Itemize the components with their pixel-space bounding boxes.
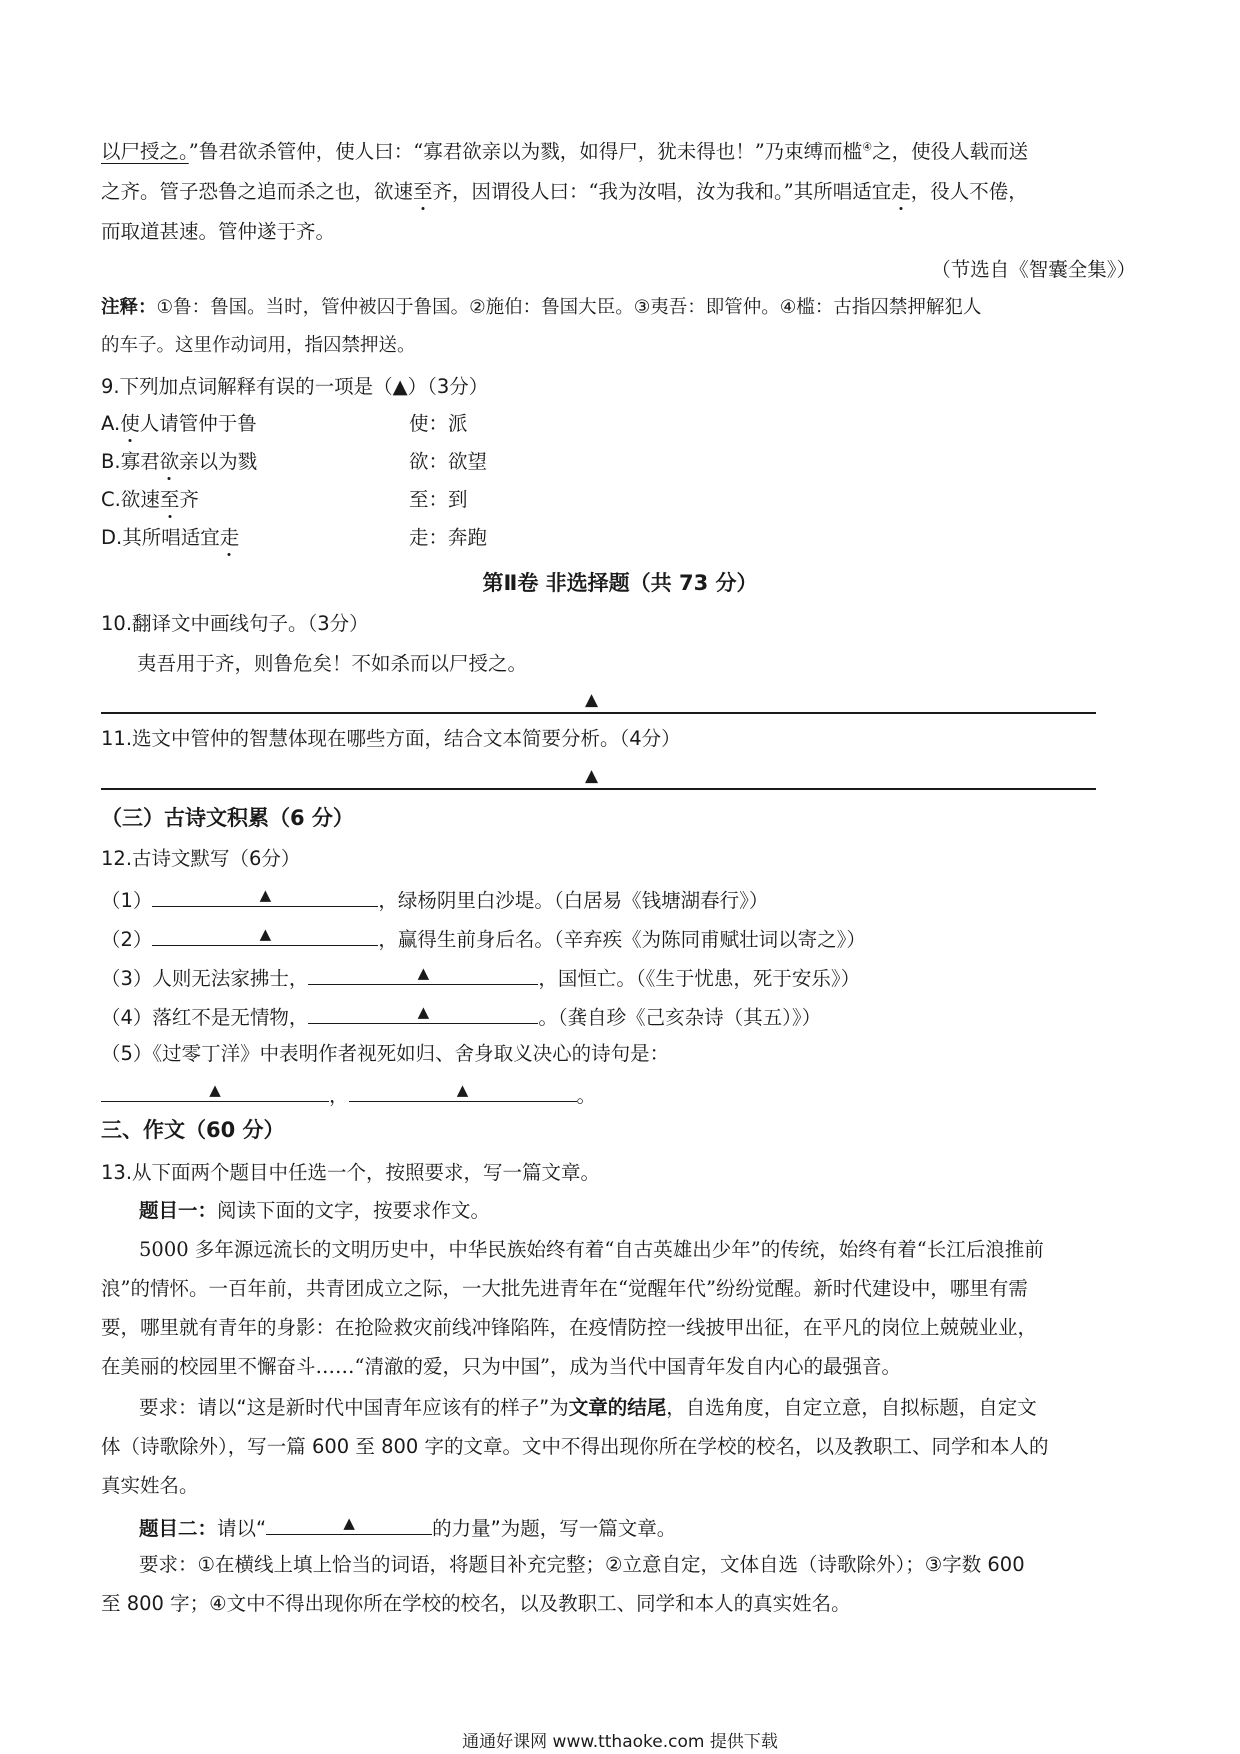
q13-stem: 13.从下面两个题目中任选一个，按照要求，写一篇文章。	[101, 1161, 601, 1184]
q9-option-b-answer: 欲：欲望	[409, 450, 488, 473]
topic1-intro: 题目一：阅读下面的文字，按要求作文。	[139, 1199, 491, 1222]
fill-blank[interactable]: ▲	[308, 1003, 538, 1024]
answer-mark-icon: ▲	[585, 690, 599, 710]
fill-blank[interactable]: ▲	[308, 964, 538, 985]
q12-item-2: （2） ▲ ，赢得生前身后名。（辛弃疾《为陈同甫赋壮词以寄之》）	[101, 925, 866, 951]
topic2-label: 题目二：	[139, 1517, 218, 1540]
q9-option-d: D.其所唱适宜走 走：奔跑	[101, 526, 488, 549]
dotted-char: 走	[891, 180, 911, 203]
q9-option-c: C.欲速至齐 至：到	[101, 488, 468, 511]
part2-title: 第Ⅱ卷 非选择题（共 73 分）	[482, 571, 758, 595]
passage-line-3: 而取道甚速。管仲遂于齐。	[101, 220, 336, 243]
notes-line-1: 注释：①鲁：鲁国。当时，管仲被囚于鲁国。②施伯：鲁国大臣。③夷吾：即管仲。④槛：古指囚禁押解犯人	[101, 297, 982, 318]
topic1-req-3: 真实姓名。	[101, 1474, 199, 1497]
q9-option-a: A.使人请管仲于鲁 使：派	[101, 412, 468, 435]
q12-stem: 12.古诗文默写（6分）	[101, 847, 301, 870]
q9-option-b: B.寡君欲亲以为戮 欲：欲望	[101, 450, 488, 473]
topic1-para-4: 在美丽的校园里不懈奋斗……“清澈的爱，只为中国”，成为当代中国青年发自内心的最强音。	[101, 1355, 901, 1378]
page-footer: 通通好课网 www.tthaoke.com 提供下载	[462, 1732, 778, 1752]
q12-item-1: （1） ▲ ，绿杨阴里白沙堤。（白居易《钱塘湖春行》）	[101, 886, 769, 912]
topic2-prompt: 题目二：请以“ ▲ 的力量”为题，写一篇文章。	[139, 1514, 677, 1540]
q10-sentence: 夷吾用于齐，则鲁危矣！不如杀而以尸授之。	[137, 652, 528, 675]
fill-blank[interactable]: ▲	[101, 1081, 329, 1102]
topic1-label: 题目一：	[139, 1199, 218, 1222]
q10-stem: 10.翻译文中画线句子。（3分）	[101, 612, 369, 635]
topic2-req-1: 要求：①在横线上填上恰当的词语，将题目补充完整；②立意自定，文体自选（诗歌除外）；③字数 600	[139, 1553, 1025, 1576]
q12-item-4: （4）落红不是无情物， ▲ 。（龚自珍《己亥杂诗（其五）》）	[101, 1003, 822, 1029]
q12-item-3: （3）人则无法家拂士， ▲ ，国恒亡。（《生于忧患，死于安乐》）	[101, 964, 861, 990]
passage-line-1: 以尸授之。”鲁君欲杀管仲，使人曰：“寡君欲亲以为戮，如得尸，犹未得也！”乃束缚而槛④之，使役人载而送	[101, 140, 1029, 163]
q11-stem: 11.选文中管仲的智慧体现在哪些方面，结合文本简要分析。（4分）	[101, 727, 681, 750]
answer-mark-icon: ▲	[585, 766, 599, 786]
underlined-sentence-end: 以尸授之。	[101, 140, 189, 163]
q10-answer-line[interactable]	[101, 712, 1096, 714]
q11-answer-line[interactable]	[101, 788, 1096, 790]
q9-option-c-answer: 至：到	[409, 488, 468, 511]
topic1-para-2: 浪”的情怀。一百年前，共青团成立之际，一大批先进青年在“觉醒年代”纷纷觉醒。新时代建设中，哪里有需	[101, 1277, 1028, 1300]
fill-blank[interactable]: ▲	[152, 886, 378, 907]
topic1-para-1: 5000 多年源远流长的文明历史中，中华民族始终有着“自古英雄出少年”的传统，始终有着“长江后浪推前	[139, 1238, 1044, 1261]
dotted-char: 至	[413, 180, 433, 203]
fill-blank[interactable]: ▲	[349, 1081, 577, 1102]
passage-source: （节选自《智囊全集》）	[931, 258, 1136, 281]
q9-option-a-answer: 使：派	[409, 412, 468, 435]
notes-label: 注释：	[101, 297, 157, 318]
topic1-req-2: 体（诗歌除外），写一篇 600 至 800 字的文章。文中不得出现你所在学校的校名，以及教职工、同学和本人的	[101, 1435, 1049, 1458]
passage-line-2: 之齐。管子恐鲁之追而杀之也，欲速至齐，因谓役人曰：“我为汝唱，汝为我和。”其所唱适宜走，役人不倦，	[101, 180, 1028, 203]
q12-item-5-blanks: ▲ ， ▲ 。	[101, 1081, 1141, 1107]
section-poetry-title: （三）古诗文积累（6 分）	[101, 806, 354, 830]
q12-item-5: （5）《过零丁洋》中表明作者视死如归、舍身取义决心的诗句是：	[101, 1042, 670, 1065]
section-essay-title: 三、作文（60 分）	[101, 1118, 285, 1142]
notes-line-2: 的车子。这里作动词用，指囚禁押送。	[101, 335, 416, 356]
q9-option-d-answer: 走：奔跑	[409, 526, 488, 549]
q9-stem: 9.下列加点词解释有误的一项是（▲）（3分）	[101, 375, 489, 398]
fill-blank[interactable]: ▲	[152, 925, 378, 946]
fill-blank[interactable]: ▲	[266, 1514, 432, 1535]
topic1-req-1: 要求：请以“这是新时代中国青年应该有的样子”为文章的结尾，自选角度，自定立意，自拟标题，自定文	[139, 1396, 1037, 1419]
topic1-para-3: 要，哪里就有青年的身影：在抢险救灾前线冲锋陷阵，在疫情防控一线披甲出征，在平凡的岗位上兢兢业业，	[101, 1316, 1038, 1339]
topic2-req-2: 至 800 字；④文中不得出现你所在学校的校名，以及教职工、同学和本人的真实姓名。	[101, 1592, 851, 1615]
